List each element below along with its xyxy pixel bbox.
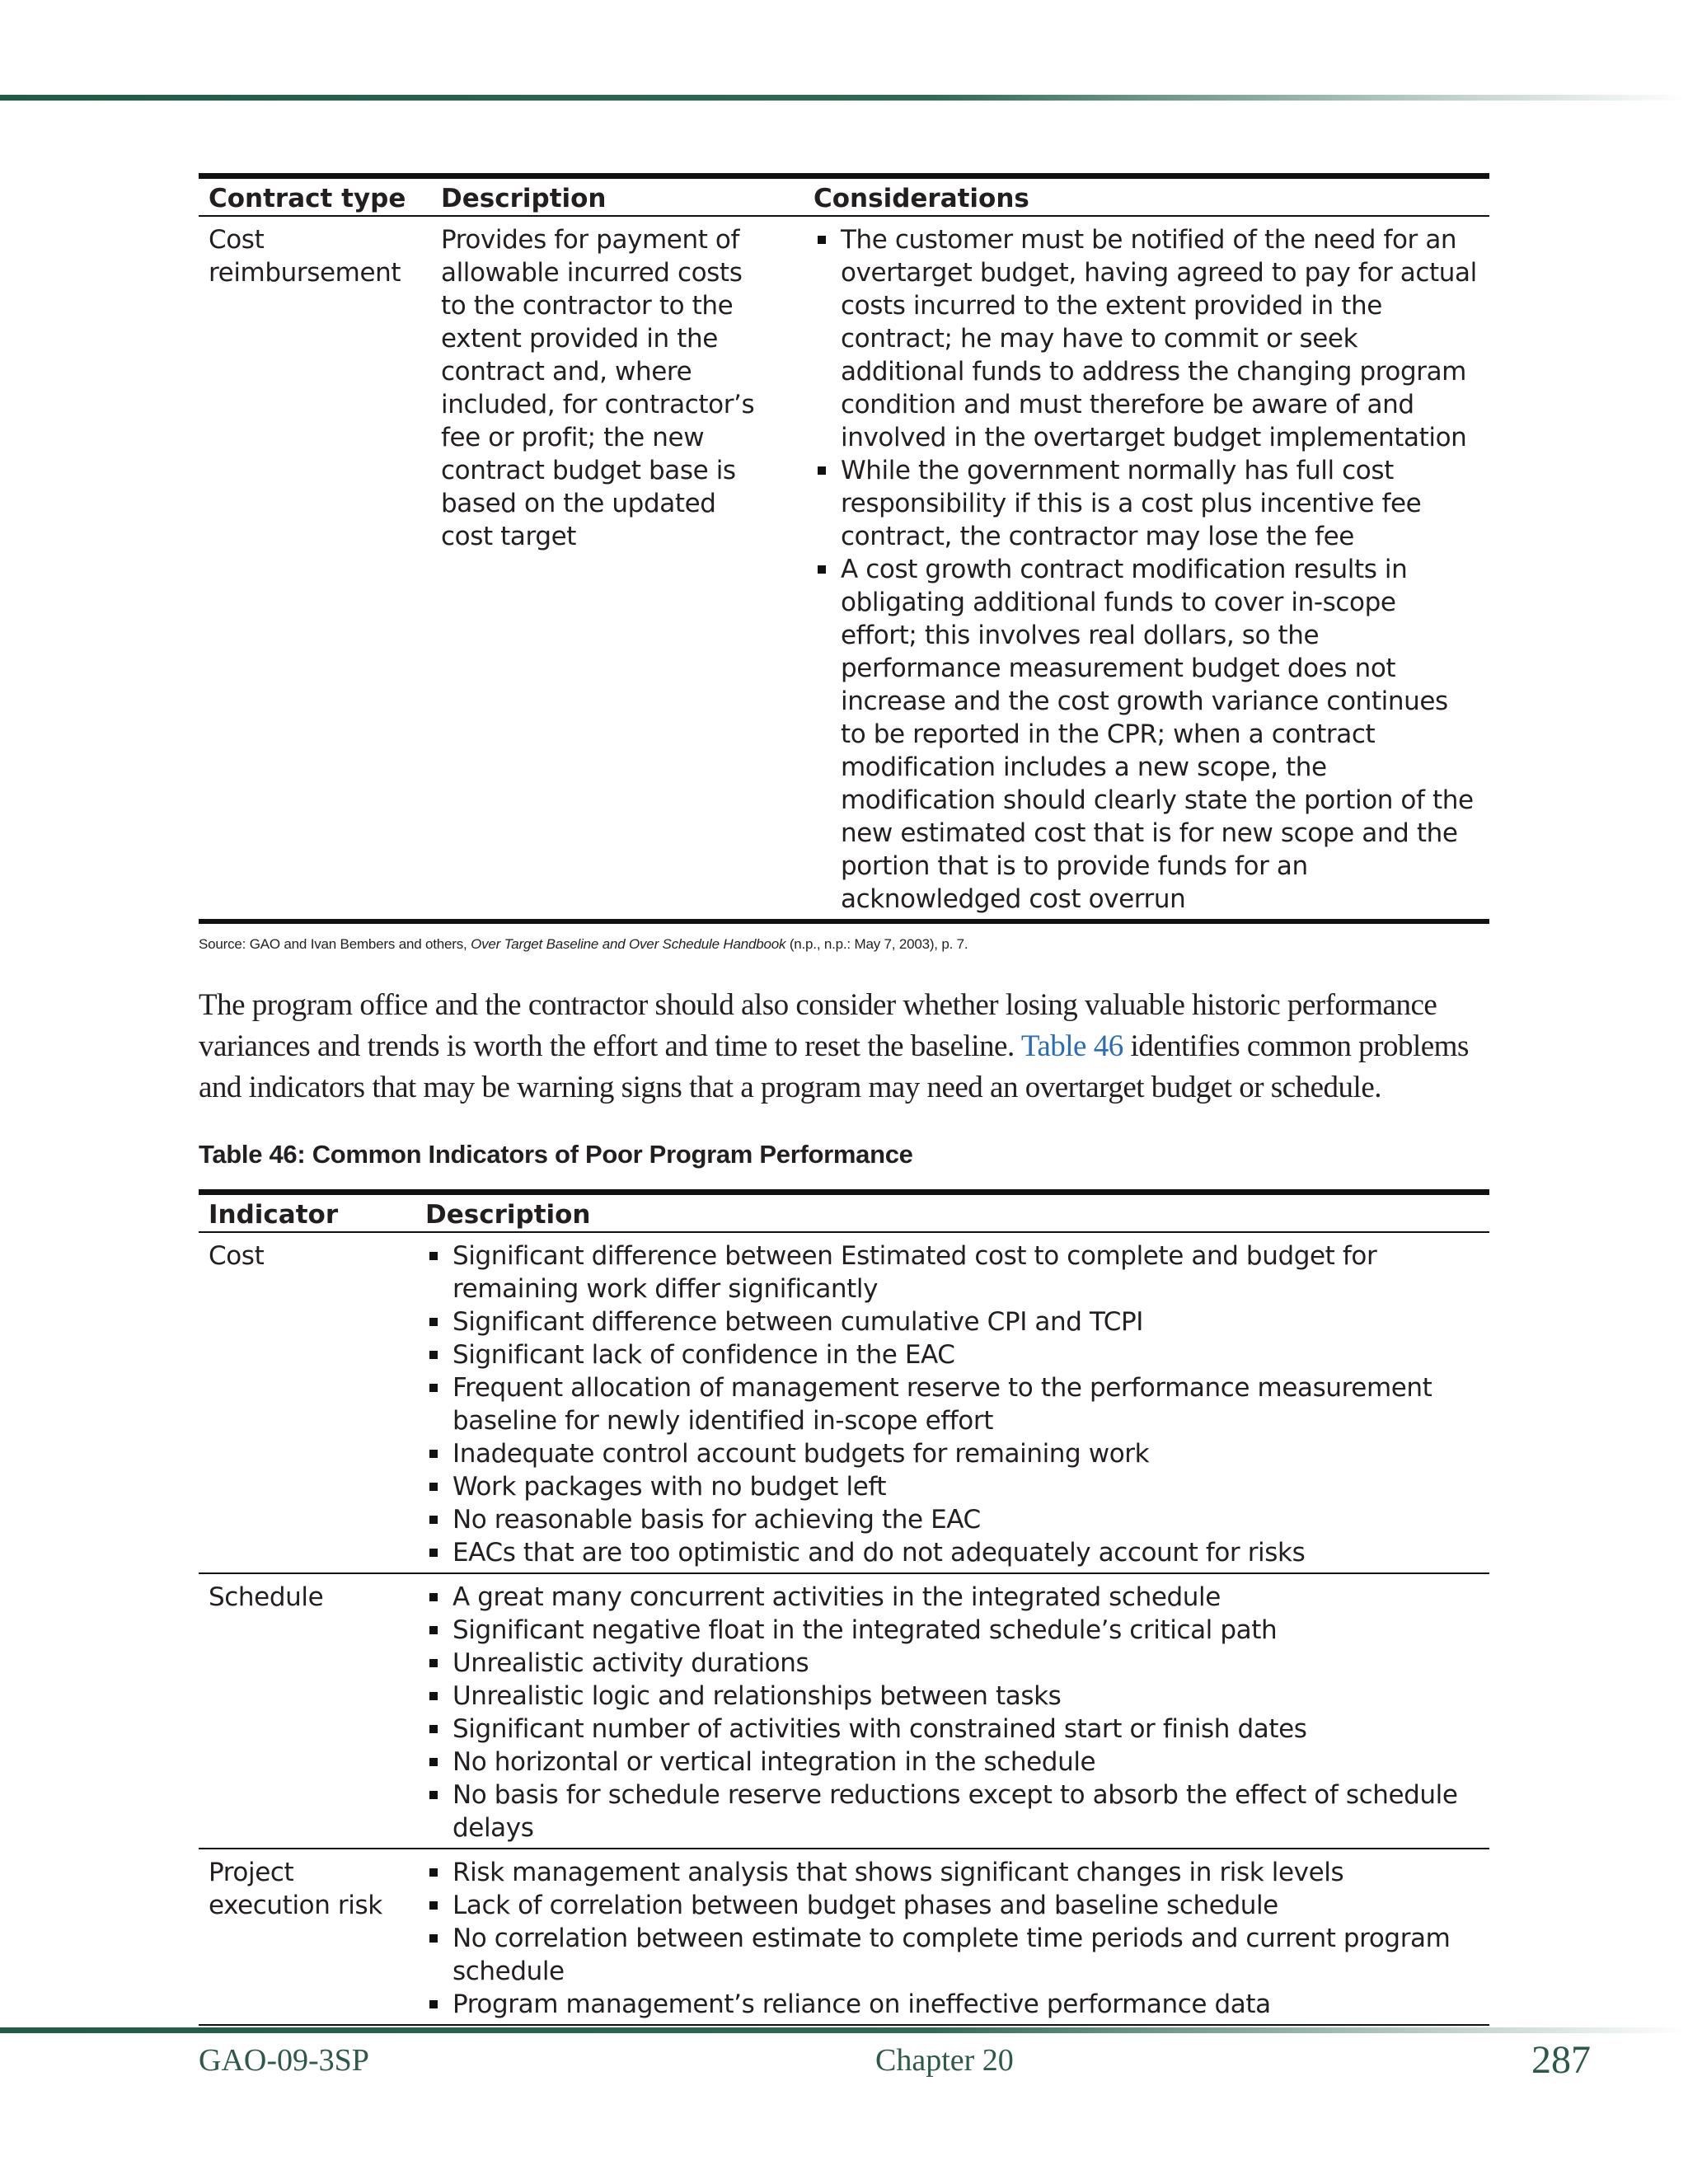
list-item: Program management’s reliance on ineffective performance data <box>425 1988 1479 2021</box>
table-row <box>199 216 1489 921</box>
list-item: No reasonable basis for achieving the EAC <box>425 1503 1479 1536</box>
list-item: Lack of correlation between budget phases and baseline schedule <box>425 1889 1479 1922</box>
indicators-table <box>199 1189 1489 2026</box>
paragraph-text-before: The program office and the contractor should also consider whether losing valuable historic performance variances and trends is worth the effort and time to reset the baseline. <box>199 988 1437 1063</box>
table-row <box>199 1849 1489 2025</box>
footer-rule <box>0 2027 1688 2033</box>
list-item: A cost growth contract modification results in obligating additional funds to cover in-scope effort; this involves real dollars, so the performance measurement budget does not increase and the cost growth variance continues to be reported in the CPR; when a contract modification includes a new scope, the modification should clearly state the portion of the new estimated cost that is for new scope and the portion that is to provide funds for an acknowledged cost overrun <box>814 553 1479 916</box>
indicator-list <box>425 1856 1479 2021</box>
column-header-indicator: Indicator <box>199 1193 415 1233</box>
list-item: Frequent allocation of management reserve to the performance measurement baseline for newly identified in-scope effort <box>425 1371 1479 1437</box>
list-item: The customer must be notified of the need for an overtarget budget, having agreed to pay for actual costs incurred to the extent provided in the contract; he may have to commit or seek additional funds to address the changing program condition and must therefore be aware of and involved in the overtarget budget implementation <box>814 223 1479 454</box>
table-46-link[interactable]: Table 46 <box>1020 1029 1123 1063</box>
description-cell <box>415 1573 1489 1849</box>
description-cell: Provides for payment of allowable incurred costs to the contractor to the extent provided in the contract and, where included, for contractor’s fee or profit; the new contract budget base is based on the updated cost target <box>431 216 804 921</box>
list-item: Significant number of activities with constrained start or finish dates <box>425 1713 1479 1746</box>
report-number: GAO-09-3SP <box>199 2043 369 2078</box>
list-item: No horizontal or vertical integration in the schedule <box>425 1746 1479 1779</box>
indicator-list <box>425 1581 1479 1844</box>
list-item: Unrealistic logic and relationships between tasks <box>425 1680 1479 1713</box>
table-row <box>199 1573 1489 1849</box>
list-item: Significant difference between cumulative CPI and TCPI <box>425 1305 1479 1338</box>
paragraph-text-after: identifies common problems and indicators that may be warning signs that a program may need an overtarget budget or schedule. <box>199 1029 1469 1104</box>
page-content <box>199 0 1489 2026</box>
column-header-description: Description <box>431 176 804 217</box>
column-header-contract-type: Contract type <box>199 176 431 217</box>
column-header-description: Description <box>415 1193 1489 1233</box>
table-row <box>199 1232 1489 1573</box>
list-item: While the government normally has full cost responsibility if this is a cost plus incentive fee contract, the contractor may lose the fee <box>814 454 1479 553</box>
table-46-caption: Table 46: Common Indicators of Poor Program Performance <box>199 1140 913 1169</box>
list-item: Significant difference between Estimated cost to complete and budget for remaining work differ significantly <box>425 1240 1479 1305</box>
contract-type-cell: Cost reimbursement <box>199 216 431 921</box>
table-source-note <box>199 935 1489 954</box>
list-item: Significant negative float in the integrated schedule’s critical path <box>425 1614 1479 1647</box>
chapter-label: Chapter 20 <box>875 2043 1014 2078</box>
list-item: Risk management analysis that shows significant changes in risk levels <box>425 1856 1479 1889</box>
indicator-list <box>425 1240 1479 1569</box>
list-item: A great many concurrent activities in the integrated schedule <box>425 1581 1479 1614</box>
list-item: Significant lack of confidence in the EAC <box>425 1338 1479 1371</box>
description-cell <box>415 1232 1489 1573</box>
list-item: Inadequate control account budgets for remaining work <box>425 1437 1479 1470</box>
list-item: EACs that are too optimistic and do not adequately account for risks <box>425 1536 1479 1569</box>
body-paragraph <box>199 985 1489 1108</box>
list-item: No correlation between estimate to complete time periods and current program schedule <box>425 1922 1479 1988</box>
indicator-cell: Project execution risk <box>199 1849 415 2025</box>
indicator-cell: Schedule <box>199 1573 415 1849</box>
indicator-cell: Cost <box>199 1232 415 1573</box>
considerations-list <box>814 223 1479 916</box>
description-cell <box>415 1849 1489 2025</box>
considerations-cell <box>804 216 1489 921</box>
list-item: No basis for schedule reserve reductions except to absorb the effect of schedule delays <box>425 1779 1479 1844</box>
list-item: Work packages with no budget left <box>425 1470 1479 1503</box>
source-prefix: Source: GAO and Ivan Bembers and others, <box>199 936 467 952</box>
contract-type-table <box>199 173 1489 924</box>
source-suffix: (n.p., n.p.: May 7, 2003), p. 7. <box>789 936 968 952</box>
page-number: 287 <box>1531 2038 1591 2082</box>
list-item: Unrealistic activity durations <box>425 1647 1479 1680</box>
source-title: Over Target Baseline and Over Schedule Handbook <box>471 936 786 952</box>
page-footer <box>0 2036 1688 2085</box>
column-header-considerations: Considerations <box>804 176 1489 217</box>
